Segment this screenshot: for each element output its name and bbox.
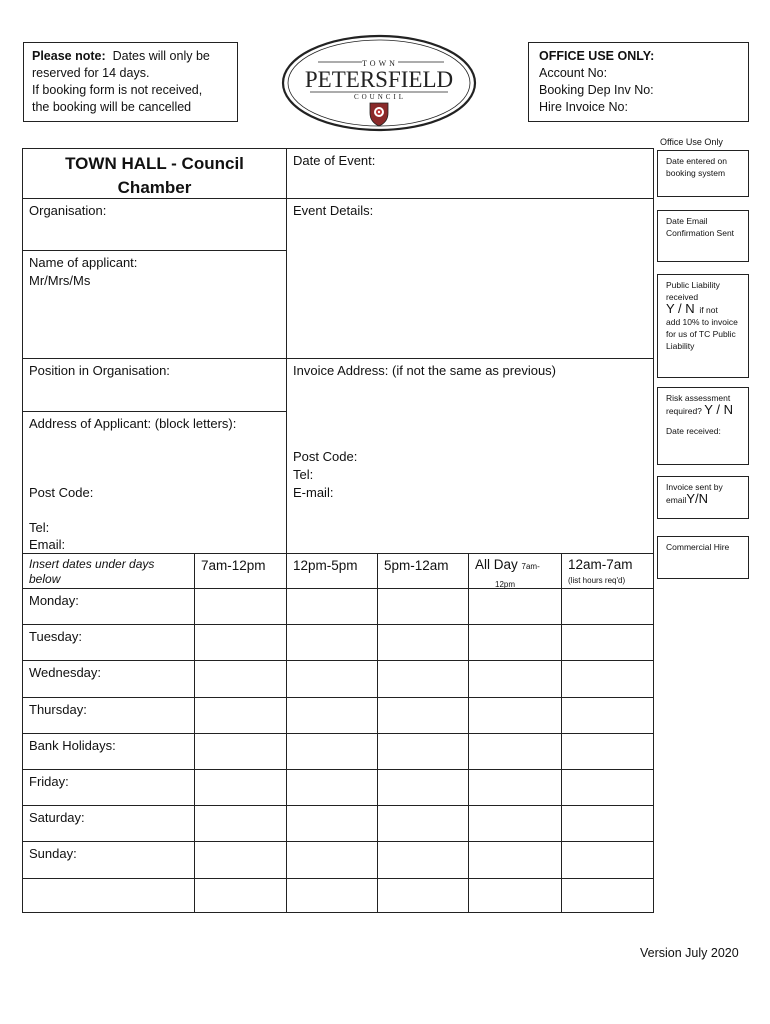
day-label-cell <box>23 879 195 913</box>
day-slot-cell[interactable] <box>378 698 469 734</box>
invoice-address-field[interactable] <box>287 359 654 554</box>
side-date-entered[interactable]: Date entered on booking system <box>657 150 749 197</box>
col-12am-7am: 12am-7am (list hours req'd) <box>562 554 654 589</box>
day-slot-cell[interactable] <box>195 734 287 770</box>
event-details-field[interactable] <box>287 199 654 359</box>
day-slot-cell[interactable] <box>469 625 562 661</box>
day-label-cell: Monday: <box>23 589 195 625</box>
day-slot-cell[interactable] <box>378 589 469 625</box>
day-slot-cell[interactable] <box>287 698 378 734</box>
day-label-cell: Sunday: <box>23 842 195 878</box>
applicant-name-field[interactable] <box>23 251 287 359</box>
day-slot-cell[interactable] <box>469 770 562 806</box>
side-risk-assessment[interactable]: Risk assessment required? Y / N Date received: <box>657 387 749 465</box>
side-date-email[interactable]: Date Email Confirmation Sent <box>657 210 749 262</box>
day-slot-cell[interactable] <box>562 661 654 697</box>
applicant-tel-label: Tel: <box>29 520 50 535</box>
date-of-event-label: Date of Event: <box>293 153 376 168</box>
note-label: Please note: <box>32 49 106 63</box>
day-slot-cell[interactable] <box>195 806 287 842</box>
invoice-email-label: E-mail: <box>293 485 334 500</box>
organisation-label: Organisation: <box>29 203 107 218</box>
logo-name-text: PETERSFIELD <box>304 67 454 92</box>
day-slot-cell[interactable] <box>562 625 654 661</box>
col-12pm-5pm: 12pm-5pm <box>287 554 378 589</box>
day-slot-cell[interactable] <box>287 770 378 806</box>
insert-dates-label: Insert dates under days below <box>23 554 195 589</box>
date-of-event-field[interactable] <box>287 149 654 199</box>
council-logo <box>280 33 478 136</box>
office-title: OFFICE USE ONLY: <box>539 49 655 63</box>
day-slot-cell[interactable] <box>378 842 469 878</box>
day-label-cell: Saturday: <box>23 806 195 842</box>
applicant-address-label: Address of Applicant: (block letters): <box>29 416 237 431</box>
day-slot-cell[interactable] <box>562 770 654 806</box>
day-slot-cell[interactable] <box>378 661 469 697</box>
day-label-cell: Bank Holidays: <box>23 734 195 770</box>
day-slot-cell[interactable] <box>469 806 562 842</box>
day-slot-cell[interactable] <box>195 661 287 697</box>
invoice-tel-label: Tel: <box>293 467 314 482</box>
day-slot-cell[interactable] <box>562 734 654 770</box>
day-slot-cell[interactable] <box>287 879 378 913</box>
day-slot-cell[interactable] <box>378 770 469 806</box>
day-slot-cell[interactable] <box>562 589 654 625</box>
side-public-liability[interactable]: Public Liability received Y / N if not add 10% to invoice for us of TC Public Liability <box>657 274 749 378</box>
applicant-title-label: Mr/Mrs/Ms <box>29 273 91 288</box>
col-5pm-12am: 5pm-12am <box>378 554 469 589</box>
day-label-cell: Friday: <box>23 770 195 806</box>
day-slot-cell[interactable] <box>469 879 562 913</box>
note-line3: If booking form is not received, <box>32 83 203 97</box>
account-no-label: Account No: <box>539 66 608 80</box>
organisation-field[interactable] <box>23 199 287 251</box>
day-slot-cell[interactable] <box>287 589 378 625</box>
office-use-side-label: Office Use Only <box>660 137 723 147</box>
day-slot-cell[interactable] <box>287 806 378 842</box>
day-slot-cell[interactable] <box>562 806 654 842</box>
day-slot-cell[interactable] <box>378 879 469 913</box>
day-slot-cell[interactable] <box>195 589 287 625</box>
day-slot-cell[interactable] <box>195 698 287 734</box>
day-slot-cell[interactable] <box>195 770 287 806</box>
day-slot-cell[interactable] <box>287 842 378 878</box>
day-slot-cell[interactable] <box>469 661 562 697</box>
side-commercial-hire[interactable]: Commercial Hire <box>657 536 749 579</box>
day-slot-cell[interactable] <box>469 698 562 734</box>
day-slot-cell[interactable] <box>469 589 562 625</box>
event-details-label: Event Details: <box>293 203 374 218</box>
day-label-cell: Thursday: <box>23 698 195 734</box>
booking-dep-label: Booking Dep Inv No: <box>539 83 654 97</box>
hire-invoice-label: Hire Invoice No: <box>539 100 628 114</box>
day-slot-cell[interactable] <box>562 842 654 878</box>
day-label-cell: Tuesday: <box>23 625 195 661</box>
applicant-name-label: Name of applicant: <box>29 255 138 270</box>
invoice-address-label: Invoice Address: (if not the same as previous) <box>293 363 557 378</box>
note-box <box>23 42 238 122</box>
day-slot-cell[interactable] <box>469 842 562 878</box>
day-slot-cell[interactable] <box>378 625 469 661</box>
title-line1: TOWN HALL - Council <box>65 154 244 173</box>
note-line2: reserved for 14 days. <box>32 66 150 80</box>
applicant-postcode-label: Post Code: <box>29 485 94 500</box>
day-slot-cell[interactable] <box>195 879 287 913</box>
version-label: Version July 2020 <box>640 946 739 960</box>
position-field[interactable] <box>23 359 287 412</box>
booking-form-table <box>22 148 654 913</box>
day-slot-cell[interactable] <box>287 734 378 770</box>
day-slot-cell[interactable] <box>287 625 378 661</box>
col-all-day: All Day 7am- 12pm <box>469 554 562 589</box>
day-slot-cell[interactable] <box>562 698 654 734</box>
logo-bottom-text: COUNCIL <box>353 93 407 101</box>
day-slot-cell[interactable] <box>469 734 562 770</box>
logo-top-text: TOWN <box>362 59 398 68</box>
position-label: Position in Organisation: <box>29 363 170 378</box>
office-use-box <box>528 42 749 122</box>
col-7am-12pm: 7am-12pm <box>195 554 287 589</box>
note-line1: Dates will only be <box>112 49 210 63</box>
rose-shield-icon <box>370 103 388 126</box>
day-slot-cell[interactable] <box>287 661 378 697</box>
applicant-email-label: Email: <box>29 537 66 552</box>
day-slot-cell[interactable] <box>378 734 469 770</box>
day-slot-cell[interactable] <box>195 625 287 661</box>
title-line2: Chamber <box>117 178 192 197</box>
invoice-postcode-label: Post Code: <box>293 449 358 464</box>
side-invoice-sent[interactable]: Invoice sent by emailY/N <box>657 476 749 519</box>
day-slot-cell[interactable] <box>562 879 654 913</box>
applicant-address-field[interactable] <box>23 412 287 554</box>
day-slot-cell[interactable] <box>378 806 469 842</box>
form-title <box>23 149 287 199</box>
note-line4: the booking will be cancelled <box>32 100 192 114</box>
day-label-cell: Wednesday: <box>23 661 195 697</box>
day-slot-cell[interactable] <box>195 842 287 878</box>
